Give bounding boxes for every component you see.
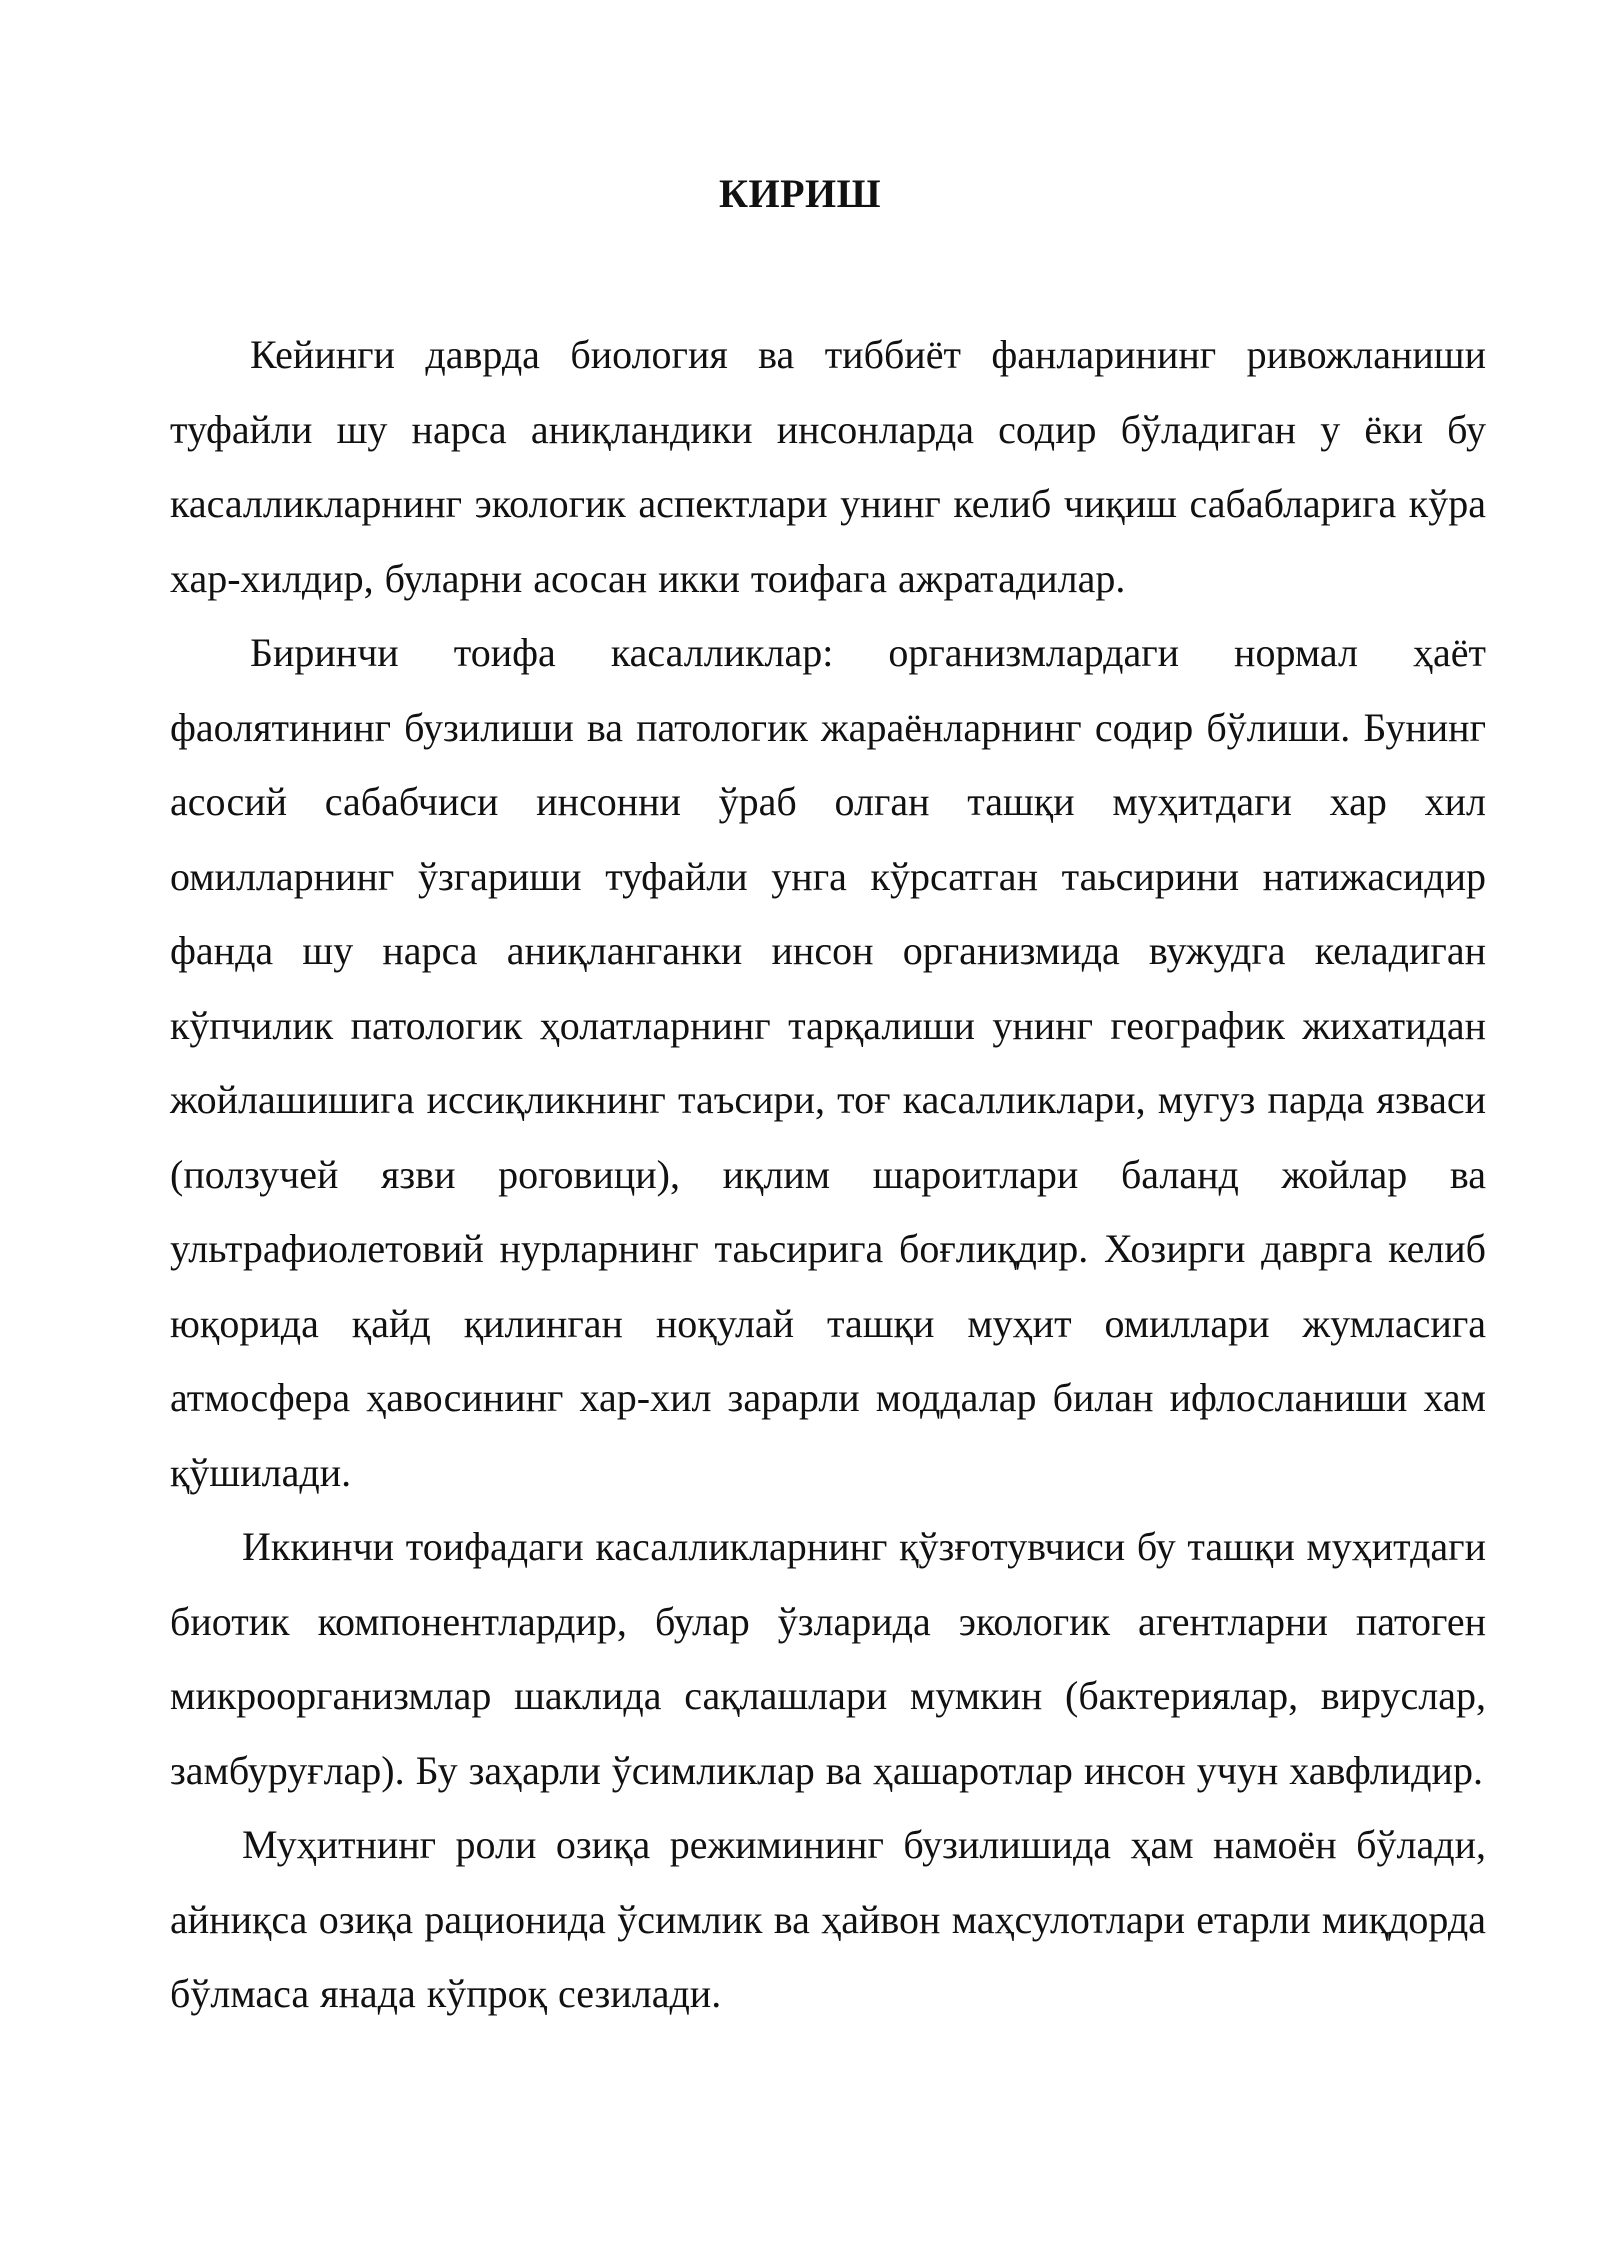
paragraph: Иккинчи тоифадаги касалликларнинг қўзғотувчиси бу ташқи муҳитдаги биотик компонентлардир, булар ўзларида экологик агентларни патоген микроорганизмлар шаклида сақлашлари мумкин (бактериялар, вируслар, замбуруғлар). Бу заҳарли ўсимликлар ва ҳашаротлар инсон учун хавфлидир. — [170, 1524, 1486, 1793]
page-title: КИРИШ — [718, 171, 882, 216]
document-body — [170, 318, 1486, 2032]
paragraph: Биринчи тоифа касалликлар: организмлардаги нормал ҳаёт фаолятининг бузилиши ва патологик жараёнларнинг содир бўлиши. Бунинг асосий сабабчиси инсонни ўраб олган ташқи муҳитдаги хар хил омилларнинг ўзгариши туфайли унга кўрсатган таьсирини натижасидир фанда шу нарса аниқланганки инсон организмида вужудга келадиган кўпчилик патологик ҳолатларнинг тарқалиши унинг географик жихатидан жойлашишига иссиқликнинг таъсири, тоғ касалликлари, мугуз парда язваси (ползучей язви роговици), иқлим шароитлари баланд жойлар ва ультрафиолетовий нурларнинг таьсирига боғлиқдир. Хозирги даврга келиб юқорида қайд қилинган ноқулай ташқи муҳит омиллари жумласига атмосфера ҳавосининг хар-хил зарарли моддалар билан ифлосланиши хам қўшилади. — [170, 630, 1486, 1495]
paragraph: Кейинги даврда биология ва тиббиёт фанларининг ривожланиши туфайли шу нарса аниқландики инсонларда содир бўладиган у ёки бу касалликларнинг экологик аспектлари унинг келиб чиқиш сабабларига кўра хар-хилдир, буларни асосан икки тоифага ажратадилар. — [170, 332, 1486, 601]
paragraph: Муҳитнинг роли озиқа режимининг бузилишида ҳам намоён бўлади, айниқса озиқа рационида ўсимлик ва ҳайвон маҳсулотлари етарли миқдорда бўлмаса янада кўпроқ сезилади. — [170, 1822, 1486, 2016]
